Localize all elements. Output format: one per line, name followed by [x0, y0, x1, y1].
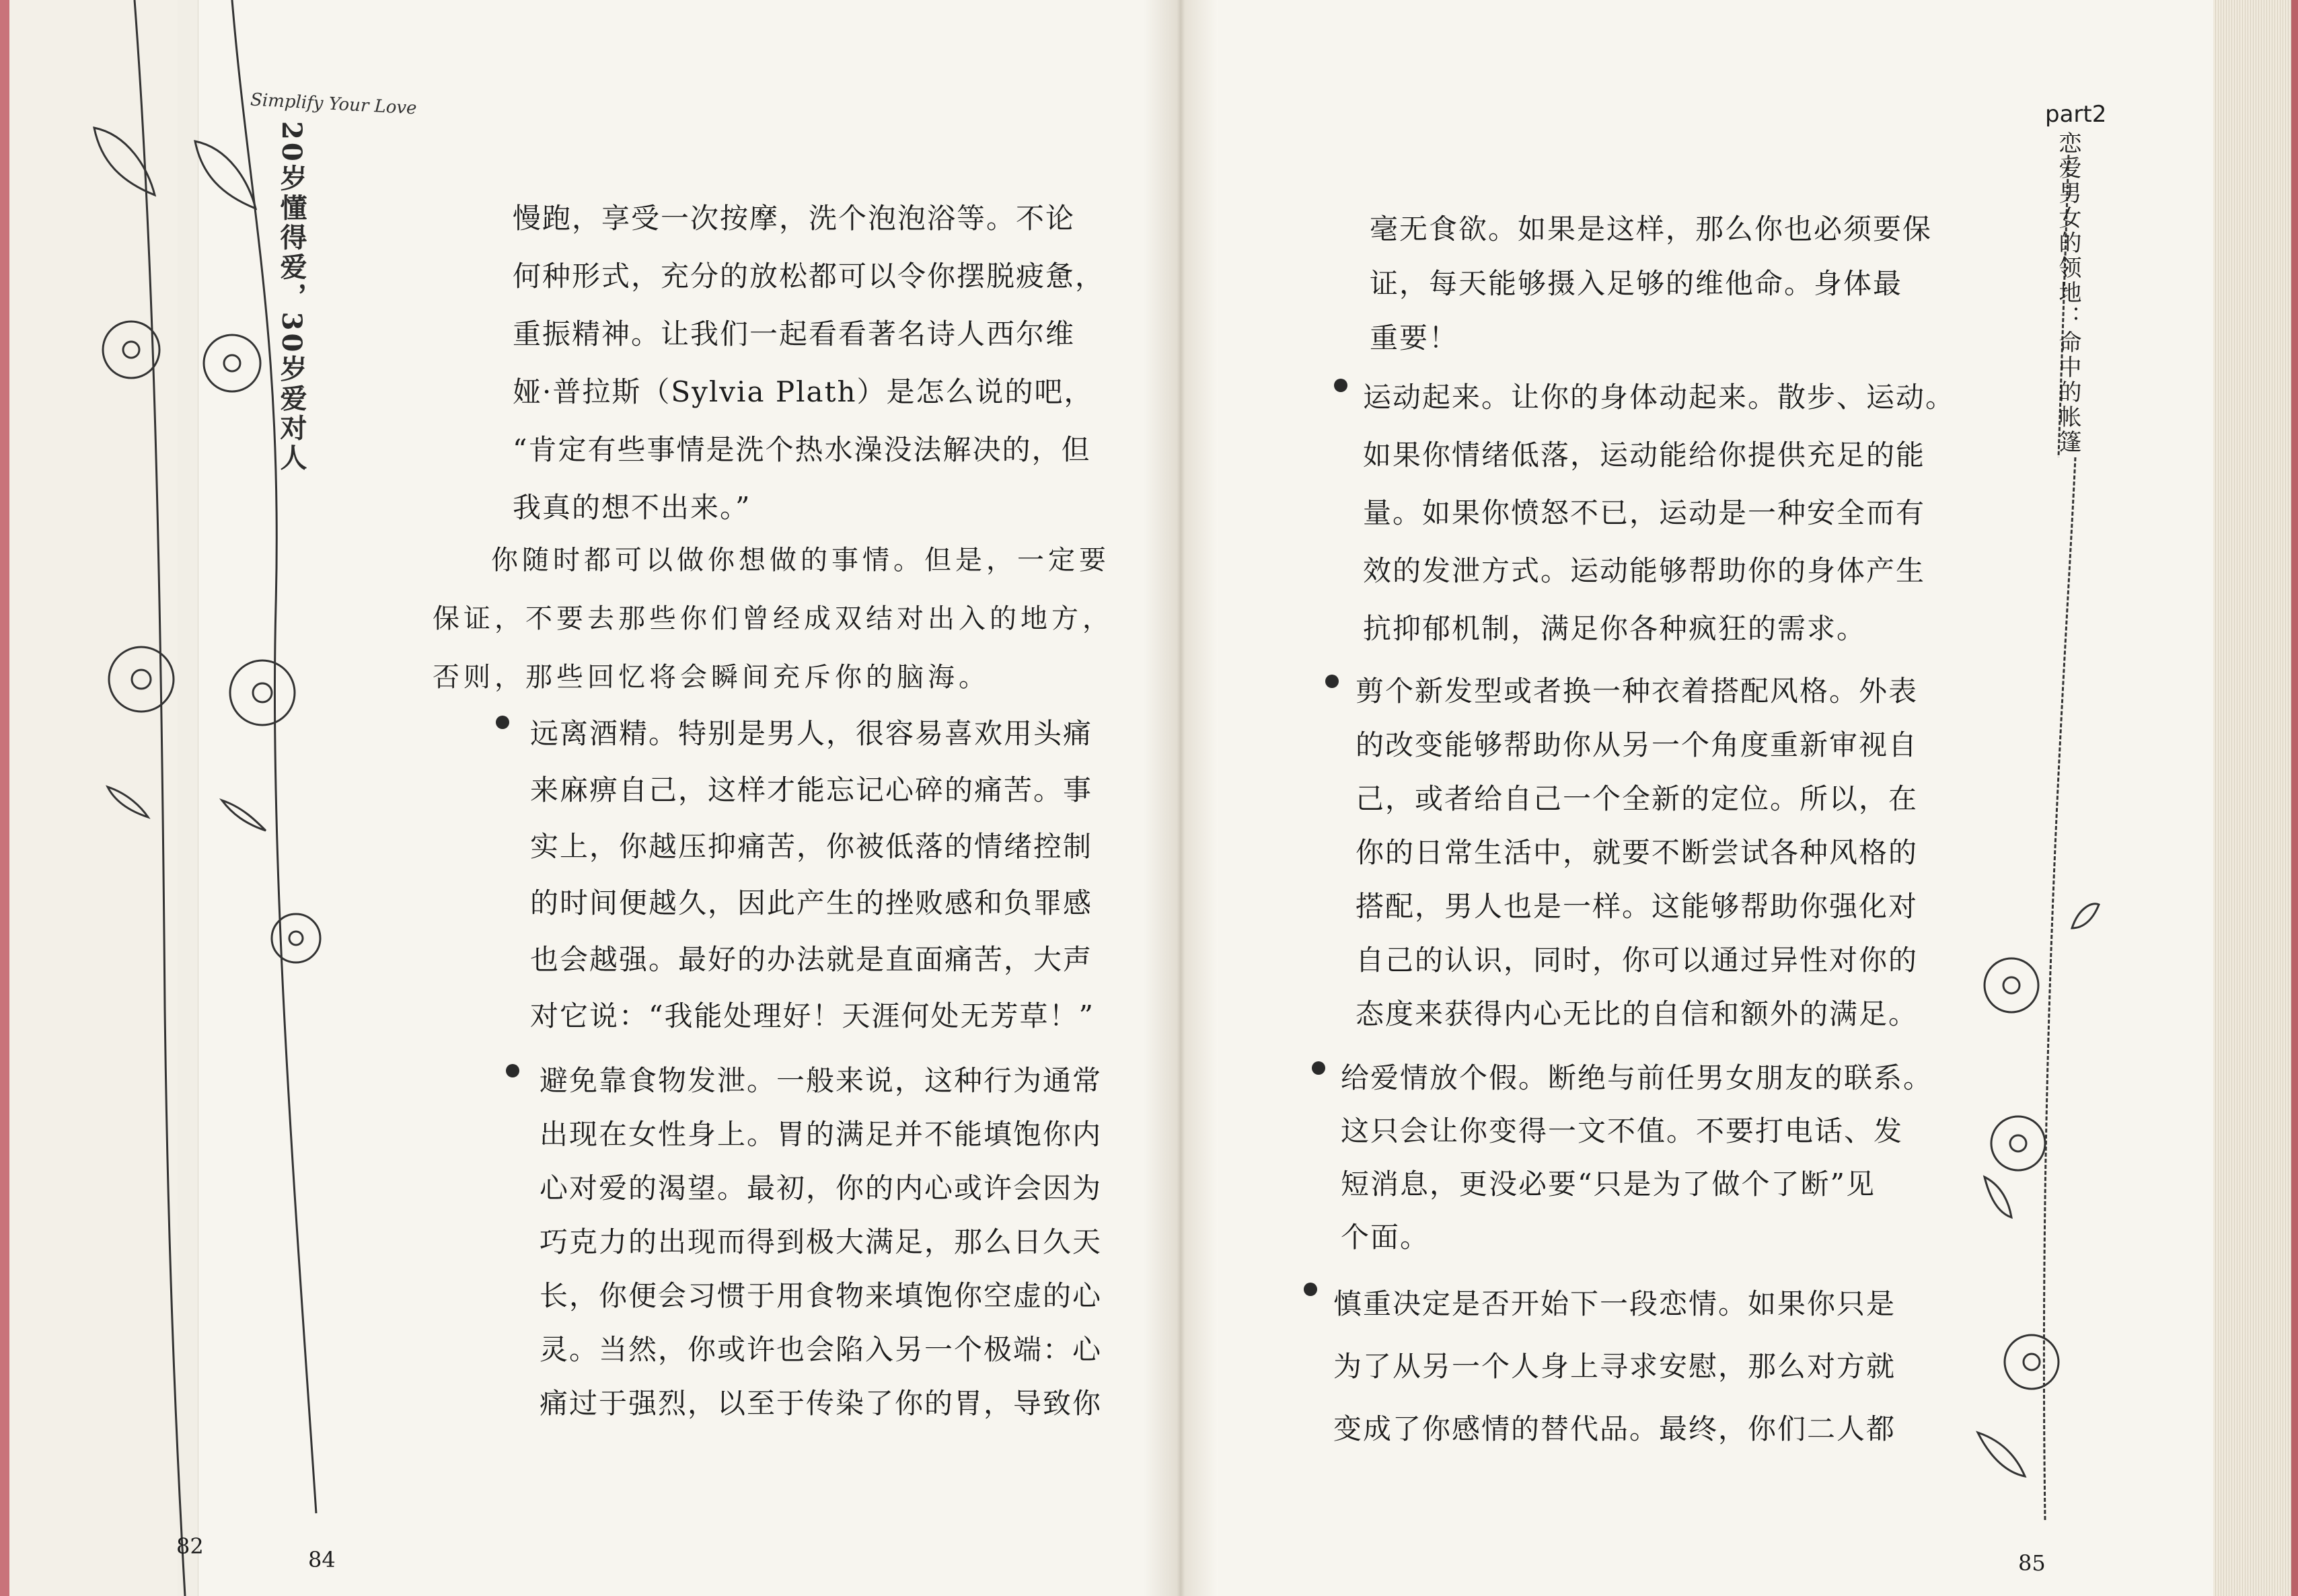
text-line: 重要！: [1370, 321, 1459, 354]
part-title: 恋爱男女的领地：命中的帐篷: [2054, 131, 2081, 455]
text-line: 你随时都可以做你想做的事情。但是，一定要: [491, 545, 1110, 576]
bullet-icon: [1304, 1283, 1317, 1296]
text-line: 出现在女性身上。胃的满足并不能填饱你内: [540, 1118, 1103, 1151]
text-line: 为了从另一个人身上寻求安慰，那么对方就: [1333, 1350, 1896, 1383]
text-line: 对它说：“我能处理好！天涯何处无芳草！”: [530, 999, 1095, 1032]
text-line: 运动起来。让你的身体动起来。散步、运动。: [1363, 381, 1956, 414]
text-line: 来麻痹自己，这样才能忘记心碎的痛苦。事: [530, 773, 1093, 806]
text-line: 剪个新发型或者换一种衣着搭配风格。外表: [1356, 675, 1919, 708]
text-line: 给爱情放个假。断绝与前任男女朋友的联系。: [1341, 1061, 1933, 1094]
text-line: 也会越强。最好的办法就是直面痛苦，大声: [530, 943, 1093, 976]
left-bullet-food: [540, 1054, 1102, 1431]
left-paragraph: [433, 531, 1113, 707]
right-continuation-text: [1370, 202, 1932, 365]
text-line: 避免靠食物发泄。一般来说，这种行为通常: [540, 1064, 1103, 1097]
text-line: 毫无食欲。如果是这样，那么你也必须要保: [1370, 213, 1933, 245]
text-line: 痛过于强烈，以至于传染了你的胃，导致你: [540, 1387, 1103, 1420]
text-line: 短消息，更没必要“只是为了做个了断”见: [1341, 1168, 1876, 1201]
flower-icon: [103, 321, 159, 378]
text-line: 娅·普拉斯（Sylvia Plath）是怎么说的吧，: [513, 375, 1094, 408]
right-bullet-new-style: [1356, 664, 1918, 1041]
text-line: 搭配，男人也是一样。这能够帮助你强化对: [1356, 890, 1919, 923]
left-continuation-text: [513, 190, 1105, 537]
text-line: 这只会让你变得一文不值。不要打电话、发: [1341, 1114, 1904, 1147]
previous-page-number: 82: [176, 1533, 204, 1559]
flower-icon: [109, 647, 174, 712]
leaf-icon: [222, 800, 266, 831]
bullet-icon: [506, 1064, 519, 1077]
text-line: 慎重决定是否开始下一段恋情。如果你只是: [1333, 1287, 1896, 1320]
flower-icon: [1991, 1116, 2045, 1170]
bullet-icon: [496, 716, 509, 729]
right-bullet-exercise: [1363, 369, 1955, 658]
text-line: 重振精神。让我们一起看看著名诗人西尔维: [513, 317, 1076, 350]
right-bullet-new-relationship: [1333, 1272, 1896, 1460]
text-line: “肯定有些事情是洗个热水澡没法解决的，但: [513, 433, 1091, 466]
text-line: 灵。当然，你或许也会陷入另一个极端：心: [540, 1333, 1103, 1366]
text-line: 你的日常生活中，就要不断尝试各种风格的: [1356, 836, 1919, 869]
text-line: 证，每天能够摄入足够的维他命。身体最: [1370, 267, 1903, 300]
leaf-icon: [1985, 1177, 2011, 1217]
text-line: 否则，那些回忆将会瞬间充斥你的脑海。: [433, 662, 990, 693]
text-line: 自己的认识，同时，你可以通过异性对你的: [1356, 944, 1919, 977]
text-line: 何种形式，充分的放松都可以令你摆脱疲惫，: [513, 260, 1105, 293]
bullet-icon: [1312, 1061, 1325, 1075]
leaf-icon: [195, 141, 256, 208]
leaf-icon: [108, 787, 148, 817]
bullet-icon: [1334, 379, 1347, 392]
text-line: 的改变能够帮助你从另一个角度重新审视自: [1356, 728, 1919, 761]
text-line: 长，你便会习惯于用食物来填饱你空虚的心: [540, 1279, 1103, 1312]
text-line: 心对爱的渴望。最初，你的内心或许会因为: [540, 1172, 1103, 1205]
text-line: 变成了你感情的替代品。最终，你们二人都: [1333, 1412, 1896, 1445]
text-line: 态度来获得内心无比的自信和额外的满足。: [1356, 997, 1919, 1030]
flower-icon: [1985, 958, 2038, 1012]
running-header-english: Simplify Your Love: [250, 89, 418, 119]
text-line: 如果你情绪低落，运动能给你提供充足的能: [1363, 439, 1926, 471]
leaf-icon: [2072, 904, 2099, 928]
text-line: 远离酒精。特别是男人，很容易喜欢用头痛: [530, 717, 1093, 750]
text-line: 保证，不要去那些你们曾经成双结对出入的地方，: [433, 603, 1113, 634]
flower-stem-icon: [2044, 457, 2075, 1520]
right-bullet-break: [1341, 1051, 1933, 1264]
text-line: 个面。: [1341, 1221, 1430, 1254]
text-line: 抗抑郁机制，满足你各种疯狂的需求。: [1363, 612, 1867, 645]
part-label: part2: [2045, 101, 2107, 128]
flower-stem-icon: [135, 0, 185, 1596]
page-number-right: 85: [2018, 1550, 2046, 1576]
text-line: 巧克力的出现而得到极大满足，那么日久天: [540, 1225, 1103, 1258]
bullet-icon: [1325, 675, 1339, 688]
page-number-left: 84: [308, 1547, 336, 1572]
text-line: 己，或者给自己一个全新的定位。所以，在: [1356, 782, 1919, 815]
running-header-book-title: 20岁懂得爱，30岁爱对人: [276, 121, 307, 473]
leaf-icon: [1978, 1433, 2025, 1476]
text-line: 效的发泄方式。运动能够帮助你的身体产生: [1363, 554, 1926, 587]
left-bullet-alcohol: [530, 706, 1095, 1044]
flower-icon: [272, 914, 320, 962]
flower-icon: [204, 335, 260, 391]
text-line: 慢跑，享受一次按摩，洗个泡泡浴等。不论: [513, 202, 1076, 235]
flower-icon: [2005, 1335, 2059, 1389]
flower-icon: [230, 660, 295, 725]
text-line: 量。如果你愤怒不已，运动是一种安全而有: [1363, 496, 1926, 529]
text-line: 的时间便越久，因此产生的挫败感和负罪感: [530, 886, 1093, 919]
text-line: 我真的想不出来。”: [513, 491, 751, 524]
text-line: 实上，你越压抑痛苦，你被低落的情绪控制: [530, 830, 1093, 863]
